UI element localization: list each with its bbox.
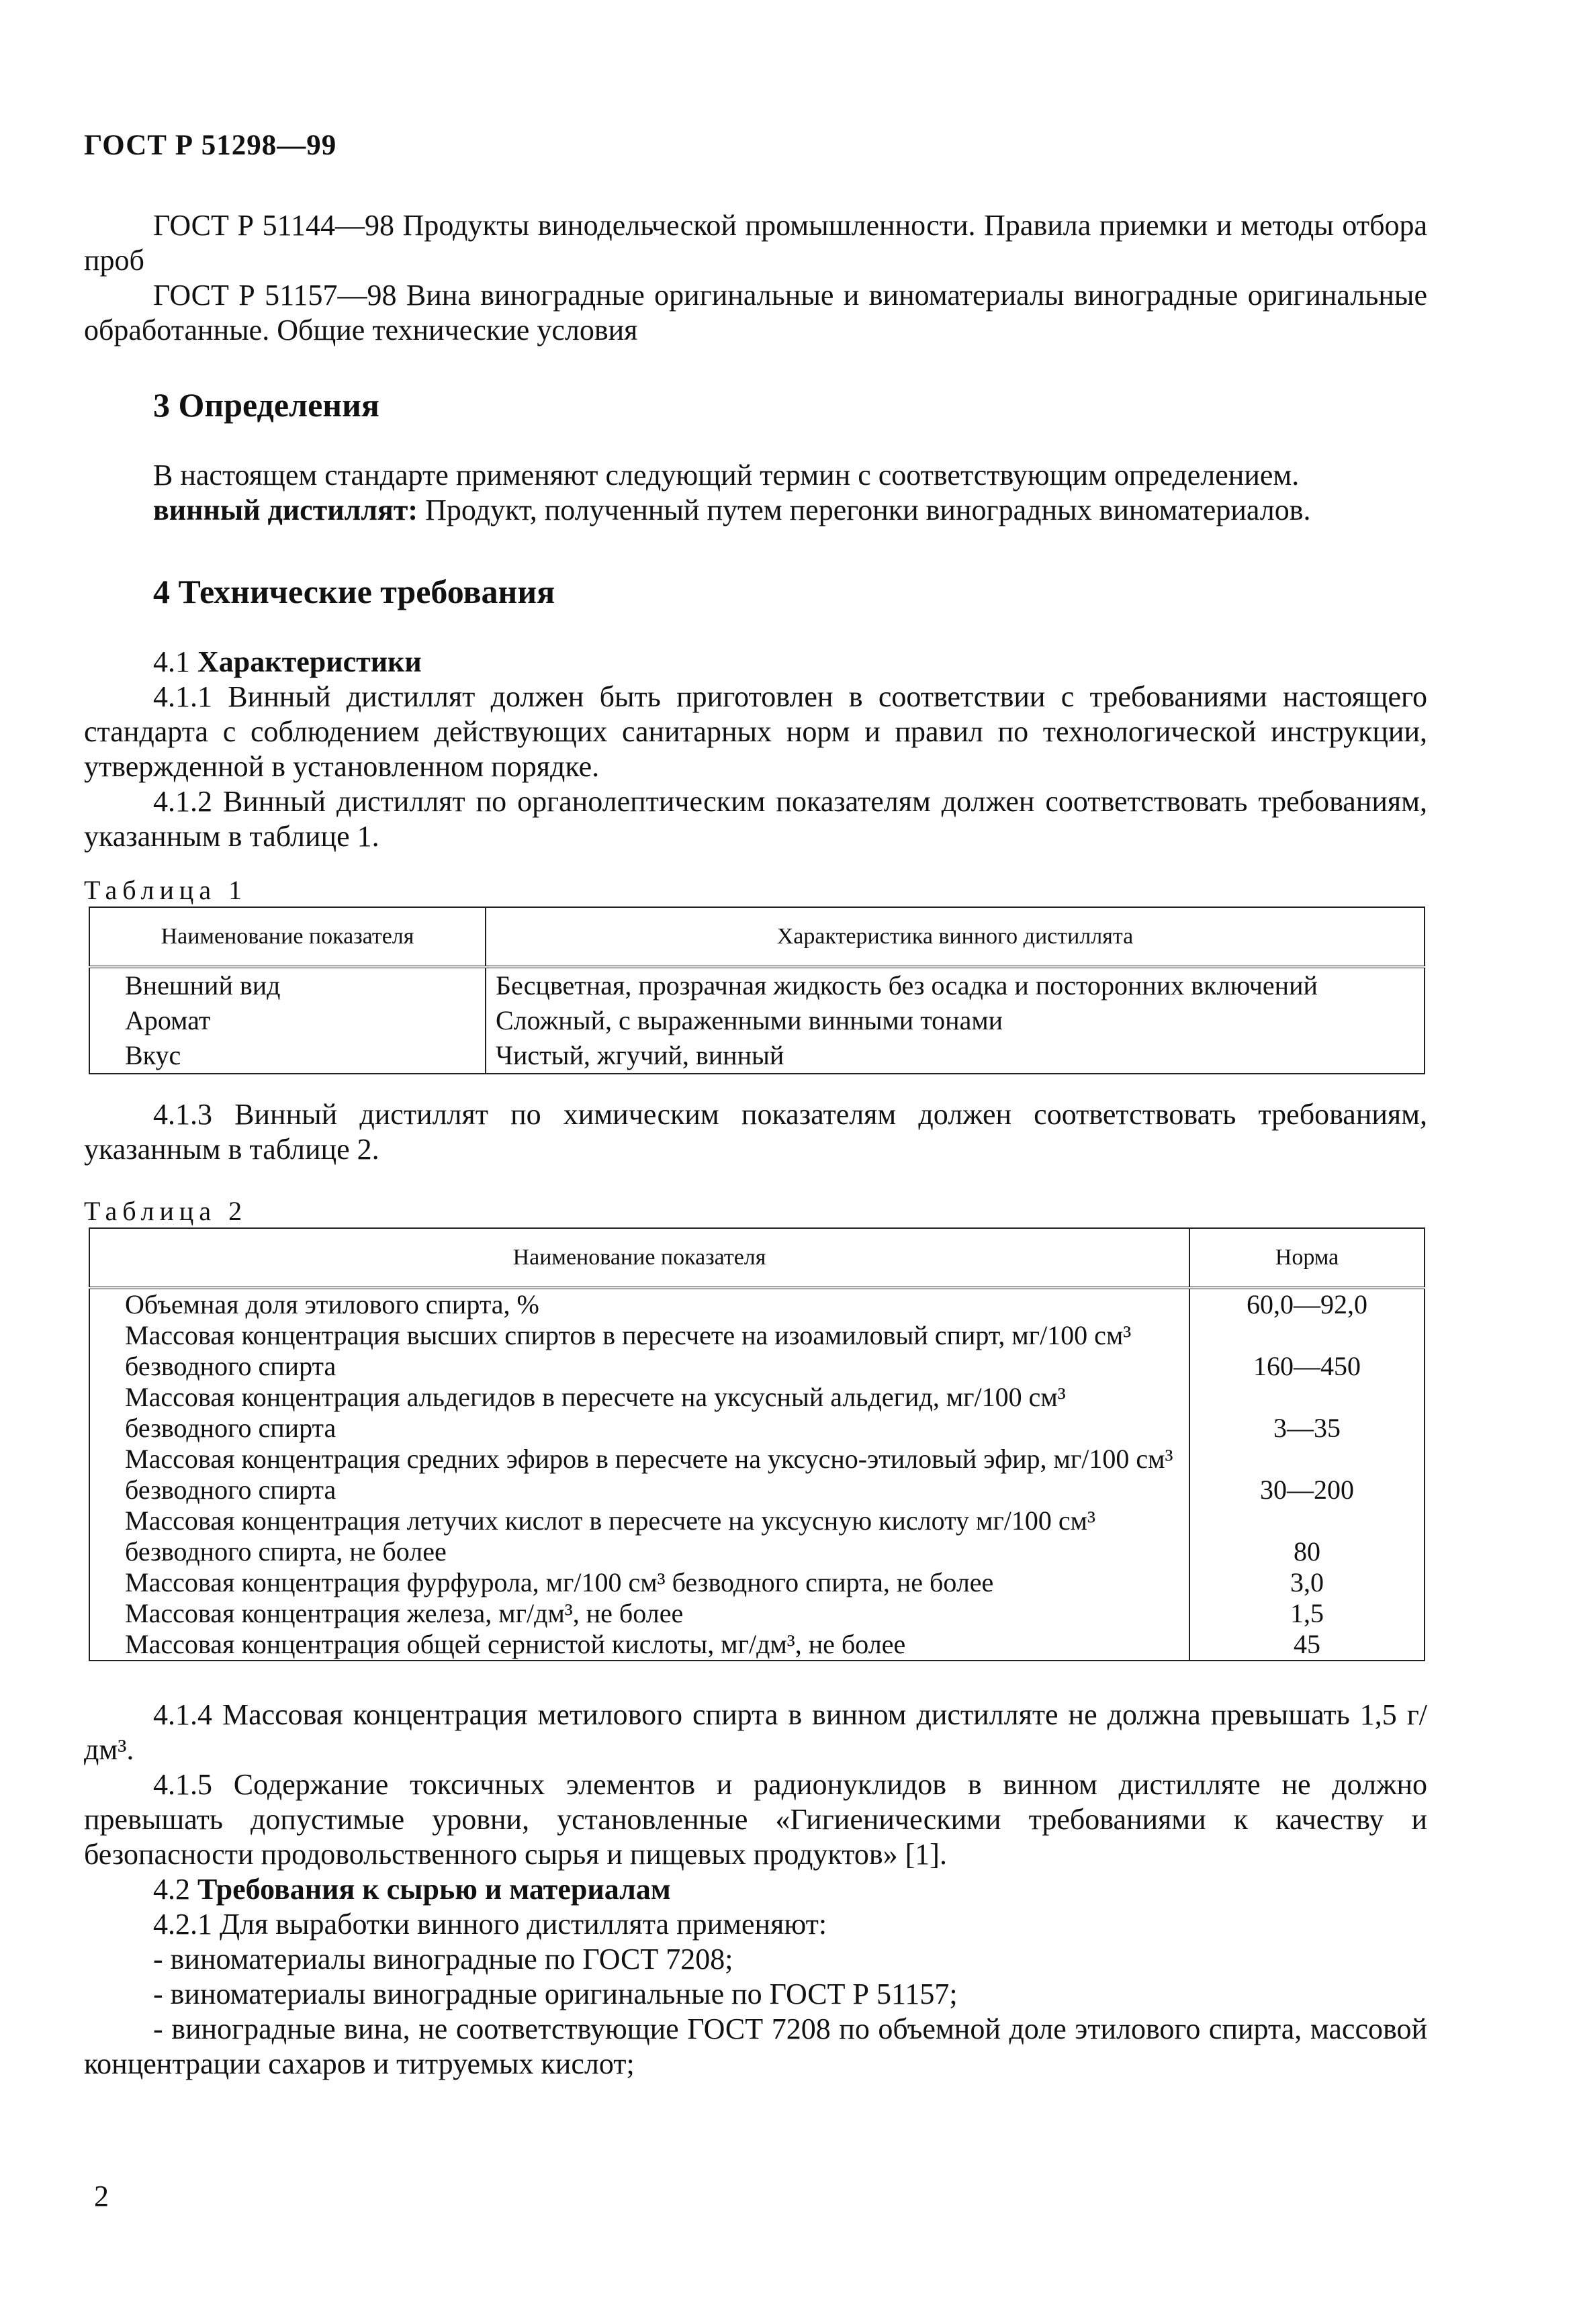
definition-paragraph	[153, 493, 1429, 528]
clause-4-1-1: 4.1.1 Винный дистиллят должен быть приготовлен в соответствии с требованиями настоящего стандарта с соблюдением действующих санитарных норм и правил по технологической инструкции, утвержденной в установленном порядке.	[84, 680, 1427, 783]
clause-4-1-title: Характеристики	[197, 645, 422, 678]
document-header: ГОСТ Р 51298—99	[84, 130, 337, 161]
table-2-header-norm: Норма	[1189, 1228, 1425, 1288]
clause-4-1-number: 4.1	[153, 645, 197, 678]
clause-4-2	[153, 1872, 1429, 1907]
table-2-caption: Таблица 2	[84, 1196, 248, 1226]
table-1	[89, 907, 1425, 1074]
clause-4-2-1: 4.2.1 Для выработки винного дистиллята применяют:	[153, 1908, 827, 1941]
reference-2: ГОСТ Р 51157—98 Вина виноградные оригинальные и виноматериалы виноградные оригинальные обработанные. Общие технические условия	[84, 279, 1427, 346]
clause-4-1-5: 4.1.5 Содержание токсичных элементов и радионуклидов в винном дистилляте не должно превышать допустимые уровни, установленные «Гигиеническими требованиями к качеству и безопасности продовольственного сырья и пищевых продуктов» [1].	[84, 1768, 1427, 1871]
clause-4-1-3: 4.1.3 Винный дистиллят по химическим показателям должен соответствовать требованиям, указанным в таблице 2.	[84, 1098, 1427, 1166]
section-4-title: 4 Технические требования	[153, 573, 555, 610]
table-cell: Массовая концентрация железа, мг/дм³, не более	[89, 1598, 1189, 1629]
list-item: - виноградные вина, не соответствующие ГОСТ 7208 по объемной доле этилового спирта, массовой концентрации сахаров и титруемых кислот;	[84, 2012, 1427, 2080]
table-row	[89, 1038, 1425, 1074]
table-cell: 160—450	[1189, 1320, 1425, 1382]
table-cell: Аромат	[89, 1003, 486, 1038]
table-cell: Массовая концентрация летучих кислот в пересчете на уксусную кислоту мг/100 см³ безводного спирта, не более	[89, 1505, 1189, 1567]
table-cell: Объемная доля этилового спирта, %	[89, 1288, 1189, 1320]
section-3-intro: В настоящем стандарте применяют следующий термин с соответствующим определением.	[153, 459, 1300, 492]
clause-4-1	[153, 645, 1429, 680]
table-cell: 3,0	[1189, 1567, 1425, 1598]
page-number: 2	[94, 2180, 109, 2213]
table-cell: Вкус	[89, 1038, 486, 1074]
table-row	[89, 1288, 1425, 1320]
section-3-title: 3 Определения	[153, 386, 379, 424]
table-cell: 1,5	[1189, 1598, 1425, 1629]
table-row	[89, 1629, 1425, 1661]
table-1-caption: Таблица 1	[84, 875, 248, 905]
table-cell: Массовая концентрация средних эфиров в пересчете на уксусно-этиловый эфир, мг/100 см³ безводного спирта	[89, 1444, 1189, 1505]
clause-4-2-title: Требования к сырью и материалам	[197, 1873, 671, 1906]
table-row	[89, 1320, 1425, 1382]
table-cell: Массовая концентрация высших спиртов в пересчете на изоамиловый спирт, мг/100 см³ безводного спирта	[89, 1320, 1189, 1382]
list-item: - виноматериалы виноградные оригинальные по ГОСТ Р 51157;	[153, 1978, 958, 2010]
list-item: - виноматериалы виноградные по ГОСТ 7208;	[153, 1943, 733, 1976]
table-2-header-indicator: Наименование показателя	[89, 1228, 1189, 1288]
table-1-header-indicator: Наименование показателя	[89, 907, 486, 967]
table-cell: Бесцветная, прозрачная жидкость без осадка и посторонних включений	[486, 967, 1425, 1003]
table-cell: 3—35	[1189, 1382, 1425, 1444]
clause-4-1-4-text: 4.1.4 Массовая концентрация метилового спирта в винном дистилляте не должна превышать 1,5 г/дм³.	[84, 1698, 1427, 1766]
clause-4-1-4	[84, 1698, 1427, 1767]
table-2	[89, 1227, 1425, 1661]
table-cell: Массовая концентрация общей сернистой кислоты, мг/дм³, не более	[89, 1629, 1189, 1661]
definition-term: винный дистиллят:	[153, 494, 418, 526]
table-cell: Внешний вид	[89, 967, 486, 1003]
table-cell: 45	[1189, 1629, 1425, 1661]
table-row	[89, 1003, 1425, 1038]
table-row	[89, 1444, 1425, 1505]
table-1-header-characteristic: Характеристика винного дистиллята	[486, 907, 1425, 967]
table-cell: Сложный, с выраженными винными тонами	[486, 1003, 1425, 1038]
table-row	[89, 967, 1425, 1003]
table-row	[89, 1505, 1425, 1567]
table-cell: Массовая концентрация фурфурола, мг/100 см³ безводного спирта, не более	[89, 1567, 1189, 1598]
table-row	[89, 1598, 1425, 1629]
table-row	[89, 1382, 1425, 1444]
table-row	[89, 1567, 1425, 1598]
clause-4-1-2: 4.1.2 Винный дистиллят по органолептическим показателям должен соответствовать требованиям, указанным в таблице 1.	[84, 785, 1427, 853]
clause-4-2-number: 4.2	[153, 1873, 197, 1906]
table-cell: 80	[1189, 1505, 1425, 1567]
definition-text: Продукт, полученный путем перегонки виноградных виноматериалов.	[418, 494, 1311, 526]
table-cell: Чистый, жгучий, винный	[486, 1038, 1425, 1074]
table-cell: 30—200	[1189, 1444, 1425, 1505]
table-cell: Массовая концентрация альдегидов в пересчете на уксусный альдегид, мг/100 см³ безводного спирта	[89, 1382, 1189, 1444]
reference-1: ГОСТ Р 51144—98 Продукты винодельческой промышленности. Правила приемки и методы отбора проб	[84, 209, 1427, 277]
table-cell: 60,0—92,0	[1189, 1288, 1425, 1320]
